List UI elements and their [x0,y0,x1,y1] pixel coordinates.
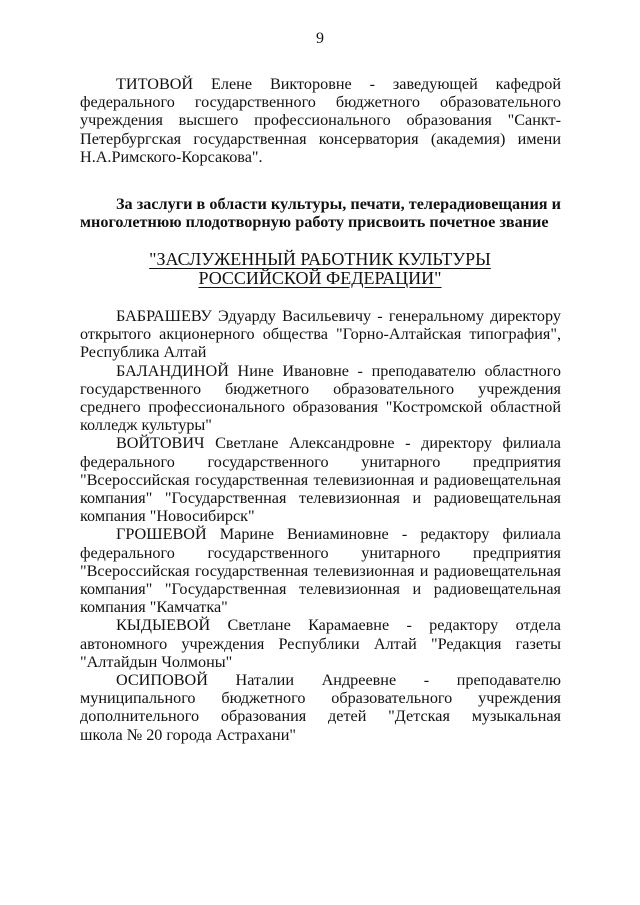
awardee-entry [80,671,561,744]
decree-line: За заслуги в области культуры, печати, телерадиовещания и [116,195,561,213]
awardee-line: компания" "Государственная телевизионная и радиовещательная [80,580,561,599]
decree-paragraph [80,195,561,231]
decree-line: многолетнюю плодотворную работу присвоить почетное звание [80,213,549,232]
intro-line: Петербургская государственная консерватория (академия) имени [80,129,561,148]
awardee-line: ОСИПОВОЙ Наталии Андреевне - преподавателю [116,671,561,690]
awardee-line: БАЛАНДИНОЙ Нине Ивановне - преподавателю областного [116,361,561,380]
awardee-line: БАБРАШЕВУ Эдуарду Васильевичу - генеральному директору [116,307,561,325]
awardee-line: школа № 20 города Астрахани" [80,725,296,744]
awardee-line: компания "Новосибирск" [80,507,255,526]
intro-line: ТИТОВОЙ Елене Викторовне - заведующей кафедрой [116,75,561,93]
awardee-line: ВОЙТОВИЧ Светлане Александровне - директору филиала [116,434,561,453]
awardee-line: федерального государственного унитарного предприятия [80,543,561,562]
awardee-line: среднего профессионального образования "Костромской областной [80,398,561,417]
awardee-line: Республика Алтай [80,343,207,362]
intro-line: федерального государственного бюджетного образовательного [80,93,561,112]
awardee-line: компания" "Государственная телевизионная и радиовещательная [80,489,561,508]
awardee-line: муниципального бюджетного образовательного учреждения [80,689,561,708]
awardee-entry [80,434,561,525]
awardee-entry [80,616,561,671]
honorary-title [0,250,640,288]
awardee-line: "Алтайдын Чолмоны" [80,652,233,671]
honorary-title-line [0,250,640,269]
intro-line: учреждения высшего профессионального образования "Санкт- [80,111,561,130]
awardee-line: государственного бюджетного образовательного учреждения [80,379,561,398]
awardee-line: открытого акционерного общества "Горно-Алтайская типография", [80,325,561,344]
awardee-line: "Всероссийская государственная телевизионная и радиовещательная [80,470,561,489]
awardee-entry [80,307,561,362]
honorary-title-text: РОССИЙСКОЙ ФЕДЕРАЦИИ" [198,268,442,288]
awardee-list [80,307,561,744]
awardee-entry [80,362,561,435]
intro-paragraph [80,75,561,166]
awardee-line: федерального государственного унитарного предприятия [80,452,561,471]
awardee-line: компания "Камчатка" [80,598,228,617]
page-number: 9 [316,30,324,47]
awardee-line: дополнительного образования детей "Детская музыкальная [80,707,561,726]
honorary-title-line [0,269,640,288]
honorary-title-text: "ЗАСЛУЖЕННЫЙ РАБОТНИК КУЛЬТУРЫ [149,249,491,269]
intro-line: Н.А.Римского-Корсакова". [80,147,263,166]
awardee-line: колледж культуры" [80,416,212,435]
awardee-line: ГРОШЕВОЙ Марине Вениаминовне - редактору филиала [116,525,561,544]
awardee-line: автономного учреждения Республики Алтай "Редакция газеты [80,634,561,653]
awardee-line: "Всероссийская государственная телевизионная и радиовещательная [80,561,561,580]
awardee-entry [80,525,561,616]
awardee-line: КЫДЫЕВОЙ Светлане Карамаевне - редактору отдела [116,616,561,635]
